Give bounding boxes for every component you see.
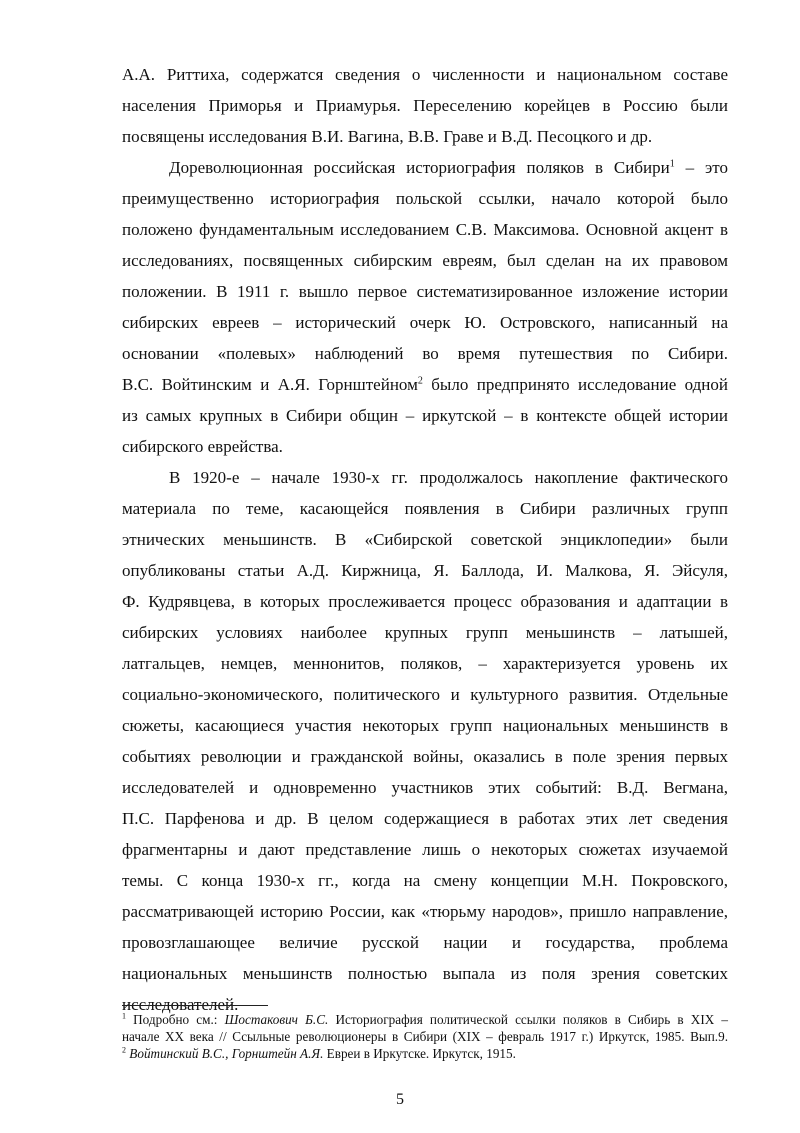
footnote-ref[interactable]: 1 — [669, 158, 675, 170]
author-name: Шостакович Б.С. — [224, 1012, 329, 1027]
footnote-ref[interactable]: 1 — [122, 1011, 126, 1021]
paragraph-line: социально-экономического, политического и культурного развития. Отдельные — [122, 685, 728, 704]
text-segment: Подробно см.: — [126, 1012, 225, 1027]
body-text — [122, 59, 728, 1020]
paragraph-line: темы. С конца 1930-х гг., когда на смену концепции М.Н. Покровского, — [122, 871, 728, 890]
text-segment: было предпринято исследование одной — [422, 375, 728, 394]
paragraph-line: опубликованы статьи А.Д. Киржница, Я. Баллода, И. Малкова, Я. Эйсуля, — [122, 561, 728, 580]
paragraph — [122, 59, 728, 152]
footnote-line — [122, 1011, 728, 1028]
text-segment: Дореволюционная российская историография поляков в Сибири — [169, 158, 670, 177]
paragraph-line — [122, 369, 728, 400]
paragraph-line: латгальцев, немцев, меннонитов, поляков, – характеризуется уровень их — [122, 654, 728, 673]
paragraph-line: В 1920-е – начале 1930-х гг. продолжалось накопление фактического — [169, 468, 728, 487]
footnote-ref[interactable]: 2 — [417, 375, 423, 387]
paragraph — [122, 462, 728, 1020]
paragraph-line: национальных меньшинств полностью выпала из поля зрения советских — [122, 964, 728, 983]
paragraph-line: исследователей и одновременно участников этих событий: В.Д. Вегмана, — [122, 778, 728, 797]
paragraph-line: А.А. Риттиха, содержатся сведения о численности и национальном составе — [122, 65, 728, 84]
paragraph-line: положено фундаментальным исследованием С.В. Максимова. Основной акцент в — [122, 220, 728, 239]
footnote-line — [122, 1045, 728, 1062]
paragraph-line: сюжеты, касающиеся участия некоторых групп национальных меньшинств в — [122, 716, 728, 735]
footnotes — [122, 1011, 728, 1062]
text-segment: – это — [674, 158, 728, 177]
paragraph-line: из самых крупных в Сибири общин – иркутской – в контексте общей истории — [122, 406, 728, 425]
paragraph-line: основании «полевых» наблюдений во время путешествия по Сибири. — [122, 344, 728, 363]
paragraph-line: рассматривающей историю России, как «тюрьму народов», пришло направление, — [122, 902, 728, 921]
paragraph-line: материала по теме, касающейся появления в Сибири различных групп — [122, 499, 728, 518]
footnote-line: начале XX века // Ссыльные революционеры в Сибири (XIX – февраль 1917 г.) Иркутск, 1985. Вып.9. — [122, 1029, 728, 1044]
paragraph-line: посвящены исследования В.И. Вагина, В.В. Граве и В.Д. Песоцкого и др. — [122, 127, 653, 146]
paragraph-line: исследователей. — [122, 995, 239, 1014]
text-segment: Евреи в Иркутске. Иркутск, 1915. — [323, 1046, 516, 1061]
paragraph-line: исследованиях, посвященных сибирским евреям, был сделан на их правовом — [122, 251, 728, 270]
paragraph-line: П.С. Парфенова и др. В целом содержащиеся в работах этих лет сведения — [122, 809, 728, 828]
paragraph-line: сибирских условиях наиболее крупных групп меньшинств – латышей, — [122, 623, 728, 642]
paragraph-line: сибирского еврейства. — [122, 437, 283, 456]
footnote-ref[interactable]: 2 — [122, 1045, 126, 1055]
paragraph-line: положении. В 1911 г. вышло первое систематизированное изложение истории — [122, 282, 728, 301]
text-segment: Историография политической ссылки поляков в Сибирь в XIX – — [328, 1012, 728, 1027]
paragraph-line: событиях революции и гражданской войны, оказались в поле зрения первых — [122, 747, 728, 766]
paragraph-line: этнических меньшинств. В «Сибирской советской энциклопедии» были — [122, 530, 728, 549]
paragraph-line: Ф. Кудрявцева, в которых прослеживается процесс образования и адаптации в — [122, 592, 728, 611]
paragraph-line — [122, 152, 728, 183]
paragraph-line: населения Приморья и Приамурья. Переселению корейцев в Россию были — [122, 96, 728, 115]
footnote-separator — [122, 1005, 268, 1006]
author-name: Войтинский В.С., Горнштейн А.Я. — [129, 1046, 324, 1061]
page-number: 5 — [396, 1091, 404, 1108]
paragraph-line: провозглашающее величие русской нации и государства, проблема — [122, 933, 728, 952]
paragraph-line: сибирских евреев – исторический очерк Ю. Островского, написанный на — [122, 313, 728, 332]
paragraph — [122, 152, 728, 462]
paragraph-line: преимущественно историография польской ссылки, начало которой было — [122, 189, 728, 208]
text-segment: В.С. Войтинским и А.Я. Горнштейном — [122, 375, 418, 394]
paragraph-line: фрагментарны и дают представление лишь о некоторых сюжетах изучаемой — [122, 840, 728, 859]
